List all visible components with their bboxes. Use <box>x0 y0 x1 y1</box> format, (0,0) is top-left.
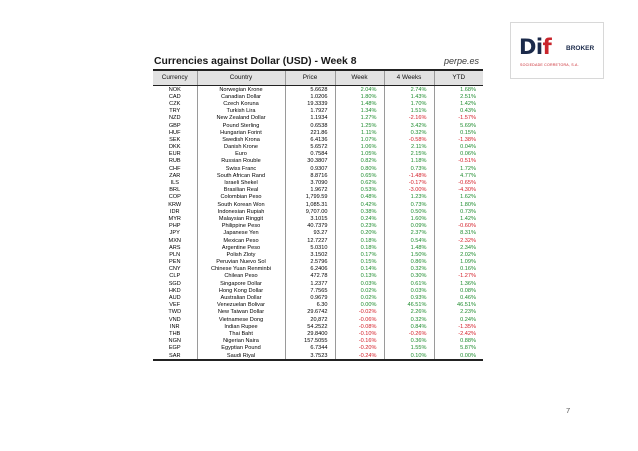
cell-country: South Korean Won <box>197 201 285 208</box>
cell-currency: CZK <box>169 100 181 107</box>
cell-price: 1.7927 <box>285 108 335 115</box>
cell-week: 1.11% <box>335 129 384 136</box>
table-row <box>153 115 483 122</box>
cell-ytd: 1.42% <box>434 215 483 222</box>
table-row <box>153 108 483 115</box>
cell-currency: HKD <box>168 287 181 294</box>
cell-price: 2.5796 <box>285 259 335 266</box>
cell-week: -0.06% <box>335 316 384 323</box>
table-row <box>153 172 483 179</box>
cell-ytd: 1.68% <box>434 86 483 94</box>
cell-price: 3.7523 <box>285 352 335 360</box>
cell-4-weeks: 1.60% <box>384 215 434 222</box>
cell-week: 1.05% <box>335 151 384 158</box>
cell-4-weeks: 0.73% <box>384 165 434 172</box>
cell-price: 3.7090 <box>285 179 335 186</box>
cell-ytd: 2.02% <box>434 251 483 258</box>
cell-4-weeks: -0.58% <box>384 136 434 143</box>
cell-ytd: 0.16% <box>434 266 483 273</box>
cell-week: 0.18% <box>335 244 384 251</box>
cell-currency: TRY <box>169 108 181 115</box>
cell-price: 1.2377 <box>285 280 335 287</box>
cell-week: 0.15% <box>335 259 384 266</box>
cell-currency: CHF <box>169 165 181 172</box>
cell-country: Saudi Riyal <box>197 352 285 360</box>
cell-4-weeks: -0.26% <box>384 330 434 337</box>
cell-week: 0.13% <box>335 273 384 280</box>
table-row <box>153 244 483 251</box>
cell-currency: INR <box>169 323 180 330</box>
cell-price: 7.7565 <box>285 287 335 294</box>
cell-ytd: 0.00% <box>434 352 483 360</box>
table-row <box>153 129 483 136</box>
cell-week: 0.42% <box>335 201 384 208</box>
cell-country: Argentine Peso <box>197 244 285 251</box>
cell-currency: IDR <box>169 208 180 215</box>
cell-4-weeks: 3.42% <box>384 122 434 129</box>
cell-week: 0.14% <box>335 266 384 273</box>
cell-country: Australian Dollar <box>197 294 285 301</box>
page-number: 7 <box>566 406 571 415</box>
cell-ytd: 0.04% <box>434 144 483 151</box>
cell-4-weeks: 0.03% <box>384 287 434 294</box>
cell-4-weeks: 0.32% <box>384 266 434 273</box>
cell-ytd: -0.60% <box>434 223 483 230</box>
cell-ytd: 0.15% <box>434 129 483 136</box>
table-row <box>153 187 483 194</box>
cell-country: Israeli Shekel <box>197 179 285 186</box>
cell-ytd: 8.31% <box>434 230 483 237</box>
cell-week: 1.25% <box>335 122 384 129</box>
cell-ytd: 46.51% <box>434 302 483 309</box>
cell-week: 1.27% <box>335 115 384 122</box>
table-row <box>153 100 483 107</box>
table-row <box>153 201 483 208</box>
logo-broker-text: BROKER <box>566 45 595 52</box>
cell-week: 0.20% <box>335 230 384 237</box>
cell-price: 20,872 <box>285 316 335 323</box>
cell-price: 30.3807 <box>285 158 335 165</box>
cell-country: Egyptian Pound <box>197 345 285 352</box>
cell-currency: KRW <box>168 201 182 208</box>
cell-country: New Taiwan Dollar <box>197 309 285 316</box>
cell-country: Polish Zloty <box>197 251 285 258</box>
table-row <box>153 323 483 330</box>
cell-ytd: 5.87% <box>434 345 483 352</box>
cell-week: 0.62% <box>335 179 384 186</box>
cell-ytd: 2.51% <box>434 93 483 100</box>
cell-4-weeks: 2.37% <box>384 230 434 237</box>
cell-4-weeks: 0.30% <box>384 273 434 280</box>
table-row <box>153 352 483 360</box>
cell-country: Brasilian Real <box>197 187 285 194</box>
header-4-weeks: 4 Weeks <box>384 70 434 86</box>
cell-ytd: 1.72% <box>434 165 483 172</box>
cell-week: 0.65% <box>335 172 384 179</box>
cell-price: 1.0206 <box>285 93 335 100</box>
cell-price: 93.27 <box>285 230 335 237</box>
cell-currency: PLN <box>169 251 181 258</box>
table-row <box>153 280 483 287</box>
cell-ytd: -2.42% <box>434 330 483 337</box>
cell-4-weeks: 1.51% <box>384 108 434 115</box>
cell-country: Nigerian Naira <box>197 338 285 345</box>
cell-4-weeks: -3.00% <box>384 187 434 194</box>
cell-price: 12.7227 <box>285 237 335 244</box>
table-row <box>153 294 483 301</box>
cell-4-weeks: 1.23% <box>384 194 434 201</box>
cell-week: 0.53% <box>335 187 384 194</box>
cell-price: 8.8716 <box>285 172 335 179</box>
cell-price: 157.5055 <box>285 338 335 345</box>
cell-country: Chilean Peso <box>197 273 285 280</box>
cell-ytd: -0.51% <box>434 158 483 165</box>
table-row <box>153 302 483 309</box>
cell-week: 0.18% <box>335 237 384 244</box>
cell-4-weeks: 1.48% <box>384 244 434 251</box>
cell-4-weeks: -2.16% <box>384 115 434 122</box>
cell-currency: CNY <box>168 266 181 273</box>
cell-country: Thai Baht <box>197 330 285 337</box>
cell-4-weeks: 1.43% <box>384 93 434 100</box>
cell-currency: NGN <box>168 338 181 345</box>
table-row <box>153 345 483 352</box>
cell-price: 19.3339 <box>285 100 335 107</box>
table-row <box>153 158 483 165</box>
cell-currency: CAD <box>168 93 181 100</box>
cell-4-weeks: 0.36% <box>384 338 434 345</box>
cell-week: 0.23% <box>335 223 384 230</box>
cell-country: Hungarian Forint <box>197 129 285 136</box>
cell-ytd: 2.34% <box>434 244 483 251</box>
cell-currency: THB <box>169 330 181 337</box>
cell-4-weeks: 0.61% <box>384 280 434 287</box>
cell-week: 0.17% <box>335 251 384 258</box>
cell-currency: SEK <box>169 136 181 143</box>
table-row <box>153 287 483 294</box>
cell-week: 1.07% <box>335 136 384 143</box>
cell-4-weeks: 2.11% <box>384 144 434 151</box>
cell-country: Indian Rupee <box>197 323 285 330</box>
cell-price: 6.7344 <box>285 345 335 352</box>
header-week: Week <box>335 70 384 86</box>
cell-currency: PEN <box>168 259 181 266</box>
cell-4-weeks: 0.10% <box>384 352 434 360</box>
cell-4-weeks: 0.54% <box>384 237 434 244</box>
cell-4-weeks: 0.50% <box>384 208 434 215</box>
cell-price: 6.2406 <box>285 266 335 273</box>
cell-4-weeks: 0.09% <box>384 223 434 230</box>
cell-week: -0.08% <box>335 323 384 330</box>
cell-price: 0.9679 <box>285 294 335 301</box>
cell-currency: MXN <box>168 237 181 244</box>
cell-4-weeks: -0.17% <box>384 179 434 186</box>
cell-ytd: -2.32% <box>434 237 483 244</box>
cell-currency: SGD <box>168 280 181 287</box>
cell-price: 5.6628 <box>285 86 335 94</box>
cell-currency: TWD <box>168 309 182 316</box>
cell-country: Indonesian Rupiah <box>197 208 285 215</box>
cell-currency: VND <box>168 316 181 323</box>
cell-4-weeks: 0.84% <box>384 323 434 330</box>
table-row <box>153 86 483 94</box>
table-title: Currencies against Dollar (USD) - Week 8 <box>154 56 357 67</box>
cell-ytd: 1.42% <box>434 100 483 107</box>
cell-ytd: 4.77% <box>434 172 483 179</box>
cell-price: 5.0310 <box>285 244 335 251</box>
header-country: Country <box>197 70 285 86</box>
cell-ytd: -1.35% <box>434 323 483 330</box>
cell-country: New Zealand Dollar <box>197 115 285 122</box>
cell-currency: SAR <box>153 352 197 360</box>
cell-price: 472.78 <box>285 273 335 280</box>
table-row <box>153 330 483 337</box>
cell-week: 0.82% <box>335 158 384 165</box>
cell-country: Swiss Franc <box>197 165 285 172</box>
table-row <box>153 144 483 151</box>
cell-week: 0.80% <box>335 165 384 172</box>
cell-currency: BRL <box>169 187 181 194</box>
cell-ytd: 1.09% <box>434 259 483 266</box>
cell-4-weeks: 0.32% <box>384 129 434 136</box>
table-row <box>153 223 483 230</box>
cell-currency: MYR <box>168 215 181 222</box>
cell-week: -0.16% <box>335 338 384 345</box>
table-row <box>153 122 483 129</box>
source-label: perpe.es <box>444 56 480 66</box>
cell-week: 0.00% <box>335 302 384 309</box>
cell-ytd: -4.30% <box>434 187 483 194</box>
cell-currency: RUB <box>168 158 181 165</box>
cell-price: 0.7584 <box>285 151 335 158</box>
cell-price: 0.6538 <box>285 122 335 129</box>
table-header-row <box>153 70 483 86</box>
cell-ytd: 0.24% <box>434 316 483 323</box>
table-body <box>153 86 483 361</box>
cell-price: 40.7379 <box>285 223 335 230</box>
cell-4-weeks: 1.70% <box>384 100 434 107</box>
cell-week: 1.48% <box>335 100 384 107</box>
cell-price: 1.9672 <box>285 187 335 194</box>
broker-logo <box>510 22 604 79</box>
cell-week: 0.24% <box>335 215 384 222</box>
cell-week: 0.02% <box>335 294 384 301</box>
table-row <box>153 93 483 100</box>
cell-country: Philippine Peso <box>197 223 285 230</box>
cell-price: 6.30 <box>285 302 335 309</box>
table-row <box>153 259 483 266</box>
cell-ytd: -1.38% <box>434 136 483 143</box>
cell-currency: AUD <box>168 295 181 302</box>
cell-ytd: -1.27% <box>434 273 483 280</box>
cell-week: 2.04% <box>335 86 384 94</box>
cell-4-weeks: 2.26% <box>384 309 434 316</box>
cell-country: Chinese Yuan Renminbi <box>197 266 285 273</box>
cell-country: Norwegian Krone <box>197 86 285 94</box>
cell-price: 0.9307 <box>285 165 335 172</box>
cell-4-weeks: 2.74% <box>384 86 434 94</box>
cell-currency: GBP <box>168 122 181 129</box>
cell-price: 9,707.00 <box>285 208 335 215</box>
cell-week: 0.48% <box>335 194 384 201</box>
table-row <box>153 179 483 186</box>
table-row <box>153 151 483 158</box>
cell-price: 5.6572 <box>285 144 335 151</box>
cell-ytd: 0.43% <box>434 108 483 115</box>
logo-mark: Dif <box>519 35 552 59</box>
header-price: Price <box>285 70 335 86</box>
table-row <box>153 165 483 172</box>
cell-ytd: 0.88% <box>434 338 483 345</box>
cell-country: Pound Sterling <box>197 122 285 129</box>
cell-country: Euro <box>197 151 285 158</box>
cell-price: 29.8400 <box>285 330 335 337</box>
table-row <box>153 208 483 215</box>
cell-4-weeks: 1.18% <box>384 158 434 165</box>
cell-currency: HUF <box>169 129 181 136</box>
cell-ytd: 0.46% <box>434 294 483 301</box>
cell-week: 1.34% <box>335 108 384 115</box>
cell-4-weeks: 0.93% <box>384 294 434 301</box>
table-row <box>153 251 483 258</box>
cell-ytd: 1.36% <box>434 280 483 287</box>
cell-currency: ZAR <box>169 172 181 179</box>
cell-country: Singapore Dollar <box>197 280 285 287</box>
cell-country: Vietnamese Dong <box>197 316 285 323</box>
cell-currency: JPY <box>169 230 180 237</box>
cell-week: 0.38% <box>335 208 384 215</box>
cell-country: Russian Rouble <box>197 158 285 165</box>
table-row <box>153 136 483 143</box>
cell-price: 3.1502 <box>285 251 335 258</box>
cell-ytd: 0.06% <box>434 151 483 158</box>
cell-4-weeks: 1.50% <box>384 251 434 258</box>
table-row <box>153 215 483 222</box>
header-ytd: YTD <box>434 70 483 86</box>
cell-country: Swedish Krona <box>197 136 285 143</box>
cell-price: 1.1934 <box>285 115 335 122</box>
cell-country: Canadian Dollar <box>197 93 285 100</box>
table-row <box>153 230 483 237</box>
cell-currency: PHP <box>168 223 181 230</box>
cell-4-weeks: 0.86% <box>384 259 434 266</box>
cell-price: 3.1015 <box>285 215 335 222</box>
cell-currency: EUR <box>168 151 181 158</box>
cell-ytd: 0.08% <box>434 287 483 294</box>
cell-ytd: 1.62% <box>434 194 483 201</box>
logo-tagline: SOCIEDADE CORRETORA, S.A. <box>520 63 579 67</box>
cell-price: 54.2522 <box>285 323 335 330</box>
cell-country: Malaysian Ringgit <box>197 215 285 222</box>
cell-ytd: 2.23% <box>434 309 483 316</box>
cell-ytd: 5.69% <box>434 122 483 129</box>
cell-4-weeks: 0.73% <box>384 201 434 208</box>
cell-price: 221.86 <box>285 129 335 136</box>
cell-price: 1,799.59 <box>285 194 335 201</box>
cell-4-weeks: 46.51% <box>384 302 434 309</box>
table-row <box>153 309 483 316</box>
cell-price: 6.4136 <box>285 136 335 143</box>
cell-currency: COP <box>168 194 181 201</box>
cell-country: Venezuelan Bolivar <box>197 302 285 309</box>
cell-ytd: 0.73% <box>434 208 483 215</box>
cell-currency: NZD <box>169 115 181 122</box>
cell-currency: ILS <box>170 180 179 187</box>
cell-currency: NOK <box>168 86 181 93</box>
cell-week: -0.02% <box>335 309 384 316</box>
cell-country: Danish Krone <box>197 144 285 151</box>
cell-country: Colombian Peso <box>197 194 285 201</box>
cell-ytd: -0.65% <box>434 179 483 186</box>
cell-currency: DKK <box>168 144 181 151</box>
cell-country: Japanese Yen <box>197 230 285 237</box>
cell-ytd: 1.80% <box>434 201 483 208</box>
cell-country: Hong Kong Dollar <box>197 287 285 294</box>
cell-week: -0.10% <box>335 330 384 337</box>
table-row <box>153 338 483 345</box>
table-row <box>153 273 483 280</box>
cell-price: 1,085.31 <box>285 201 335 208</box>
cell-week: 0.02% <box>335 287 384 294</box>
cell-ytd: -1.57% <box>434 115 483 122</box>
header-currency: Currency <box>153 70 197 86</box>
cell-currency: VEF <box>169 302 181 309</box>
cell-week: -0.24% <box>335 352 384 360</box>
cell-4-weeks: -1.48% <box>384 172 434 179</box>
cell-week: -0.20% <box>335 345 384 352</box>
cell-currency: EGP <box>168 345 181 352</box>
cell-week: 0.03% <box>335 280 384 287</box>
cell-country: Peruvian Nuevo Sol <box>197 259 285 266</box>
cell-country: Czech Koruna <box>197 100 285 107</box>
table-row <box>153 266 483 273</box>
cell-country: Mexican Peso <box>197 237 285 244</box>
table-row <box>153 237 483 244</box>
cell-price: 29.6742 <box>285 309 335 316</box>
cell-4-weeks: 2.15% <box>384 151 434 158</box>
cell-4-weeks: 0.32% <box>384 316 434 323</box>
cell-currency: ARS <box>168 244 181 251</box>
table-row <box>153 316 483 323</box>
cell-country: South African Rand <box>197 172 285 179</box>
cell-week: 1.06% <box>335 144 384 151</box>
cell-country: Turkish Lira <box>197 108 285 115</box>
cell-4-weeks: 1.55% <box>384 345 434 352</box>
currency-table <box>153 69 483 361</box>
cell-currency: CLP <box>169 273 181 280</box>
cell-week: 1.80% <box>335 93 384 100</box>
table-row <box>153 194 483 201</box>
